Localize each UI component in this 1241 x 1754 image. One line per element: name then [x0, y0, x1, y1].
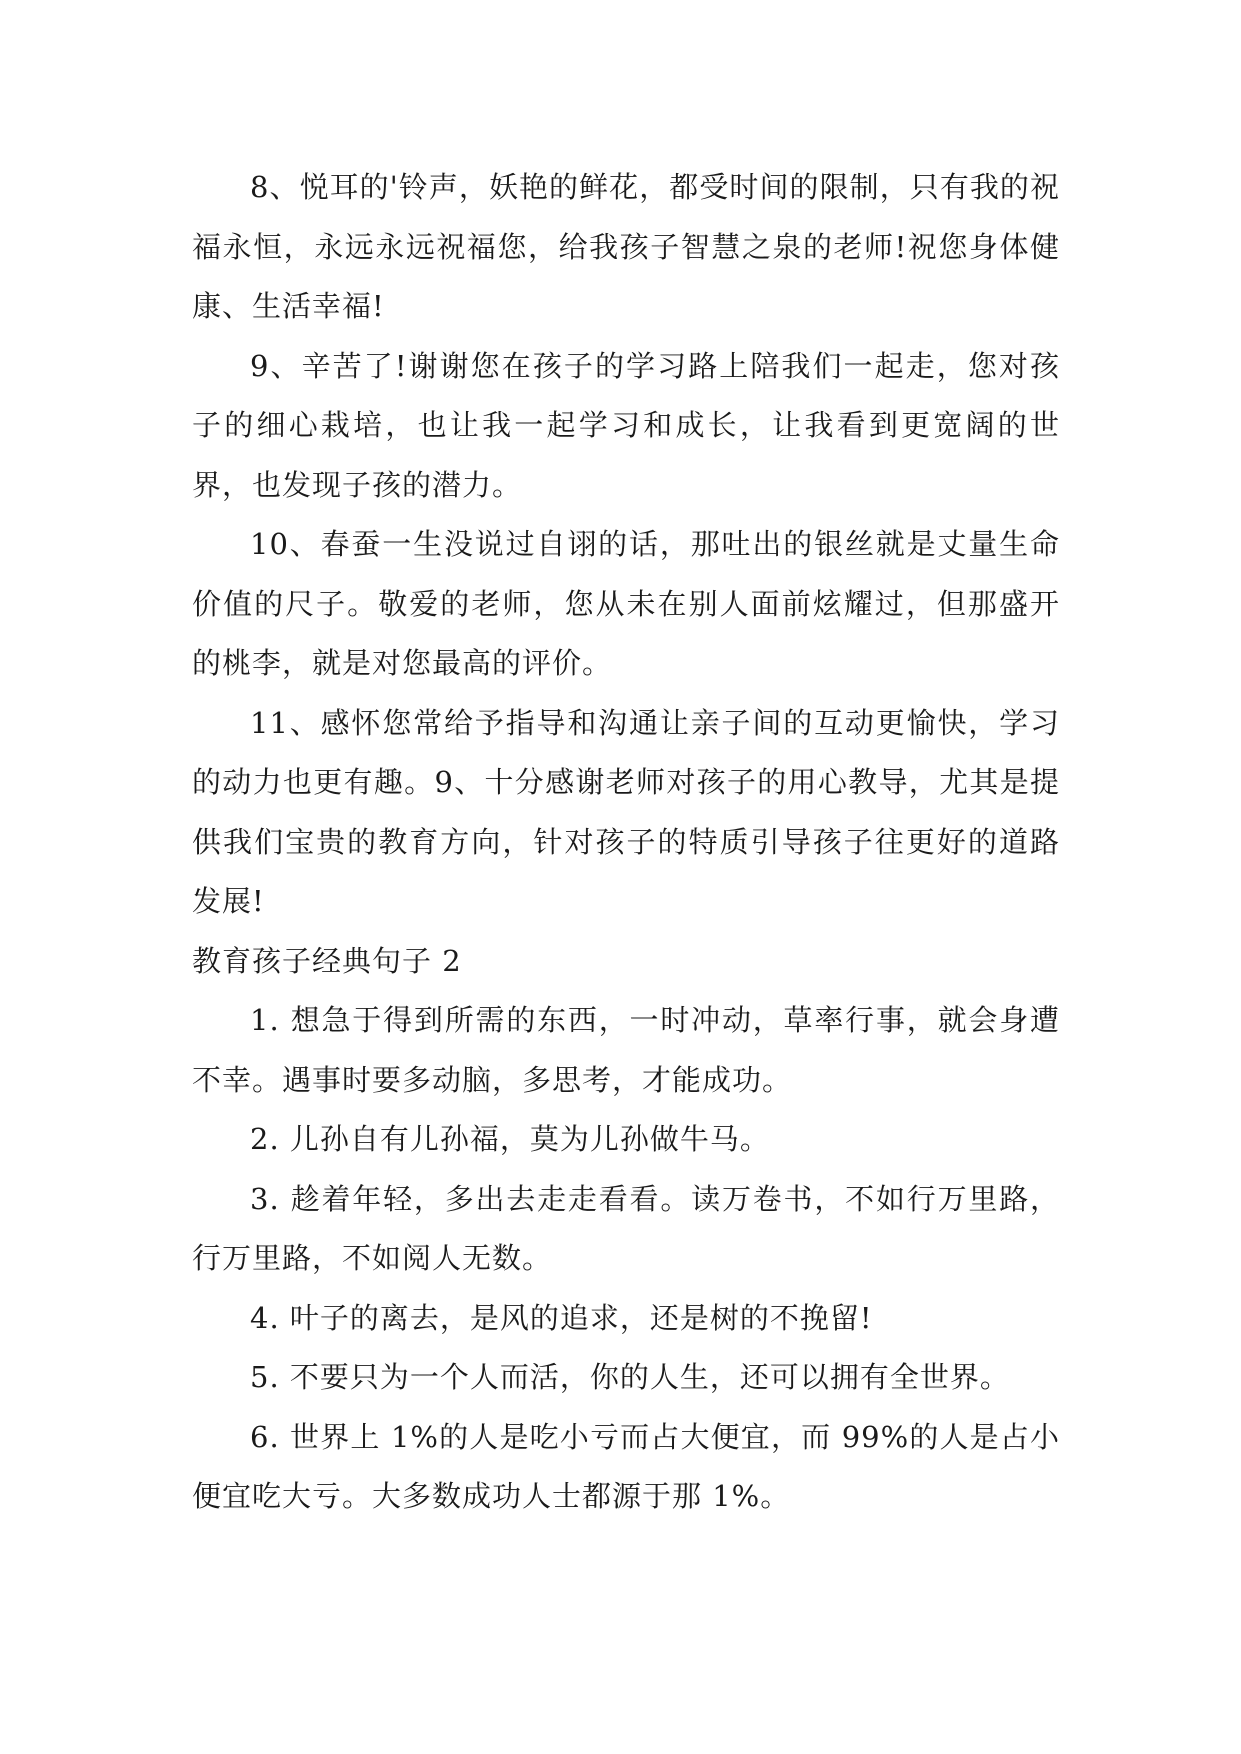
paragraph-10: 10、春蚕一生没说过自诩的话，那吐出的银丝就是丈量生命价值的尺子。敬爱的老师，您从未在别人面前炫耀过，但那盛开的桃李，就是对您最高的评价。: [192, 527, 1060, 680]
quote-6: 6. 世界上 1%的人是吃小亏而占大便宜，而 99%的人是占小便宜吃大亏。大多数成功人士都源于那 1%。: [192, 1419, 1060, 1513]
quote-3: 3. 趁着年轻，多出去走走看看。读万卷书，不如行万里路，行万里路，不如阅人无数。: [192, 1181, 1060, 1275]
paragraph-8: 8、悦耳的'铃声，妖艳的鲜花，都受时间的限制，只有我的祝福永恒，永远永远祝福您，给我孩子智慧之泉的老师!祝您身体健康、生活幸福!: [192, 170, 1060, 323]
section-heading: 教育孩子经典句子 2: [192, 943, 462, 978]
paragraph-11: 11、感怀您常给予指导和沟通让亲子间的互动更愉快，学习的动力也更有趣。9、十分感谢老师对孩子的用心教导，尤其是提供我们宝贵的教育方向，针对孩子的特质引导孩子往更好的道路发展!: [192, 705, 1060, 918]
quote-1: 1. 想急于得到所需的东西，一时冲动，草率行事，就会身遭不幸。遇事时要多动脑，多思考，才能成功。: [192, 1003, 1060, 1097]
paragraph-9: 9、辛苦了!谢谢您在孩子的学习路上陪我们一起走，您对孩子的细心栽培，也让我一起学习和成长，让我看到更宽阔的世界，也发现子孩的潜力。: [192, 348, 1060, 502]
quote-2: 2. 儿孙自有儿孙福，莫为儿孙做牛马。: [250, 1122, 770, 1156]
quote-4: 4. 叶子的离去，是风的追求，还是树的不挽留!: [250, 1300, 873, 1335]
document-body: [192, 158, 1060, 1527]
quote-5: 5. 不要只为一个人而活，你的人生，还可以拥有全世界。: [250, 1360, 1010, 1394]
